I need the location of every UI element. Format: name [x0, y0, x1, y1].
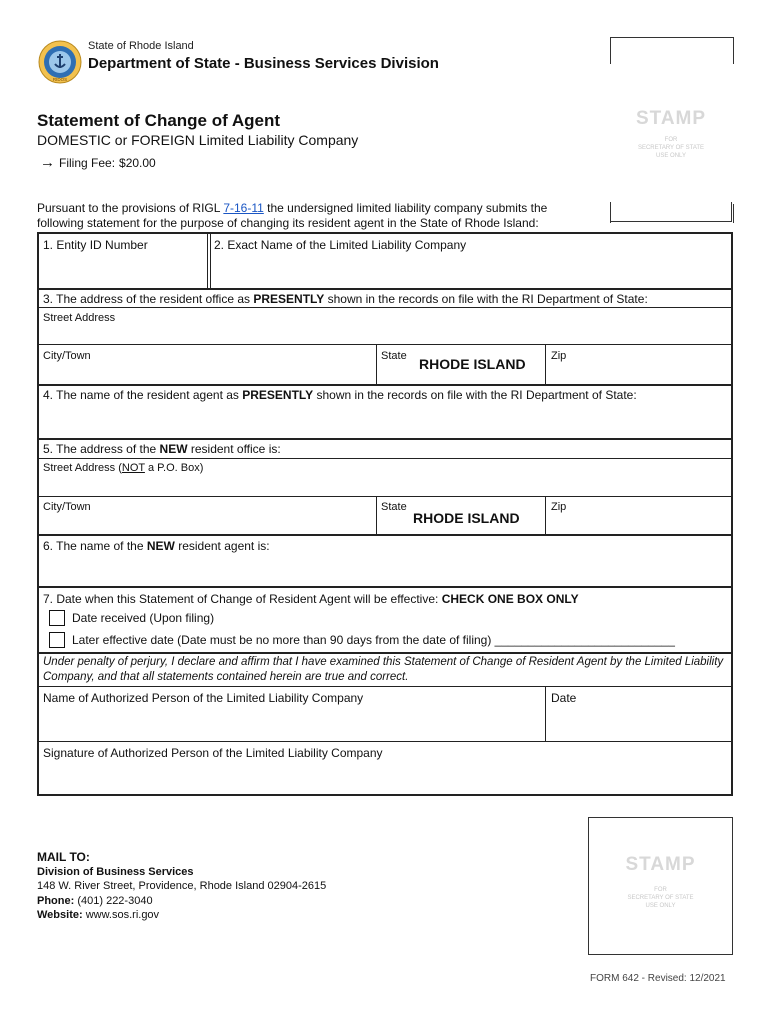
- entity-id-label: 1. Entity ID Number: [43, 238, 148, 252]
- present-office-label: 3. The address of the resident office as PRESENTLY shown in the records on file with the RI Department of State:: [43, 292, 648, 306]
- new-agent-label: 6. The name of the NEW resident agent is:: [43, 539, 270, 553]
- upon-filing-checkbox[interactable]: [49, 610, 65, 626]
- authorized-name-input[interactable]: [39, 687, 544, 741]
- present-city-label: City/Town: [43, 350, 91, 362]
- mail-phone: Phone: (401) 222-3040: [37, 894, 153, 907]
- new-street-label: Street Address (NOT a P.O. Box): [43, 462, 204, 474]
- authorized-name-label: Name of Authorized Person of the Limited Liability Company: [43, 691, 364, 705]
- signature-input[interactable]: [39, 742, 731, 794]
- stamp-note: FOR SECRETARY OF STATE USE ONLY: [637, 137, 705, 160]
- rigl-link[interactable]: 7-16-11: [223, 201, 264, 215]
- entity-id-input[interactable]: [39, 234, 206, 288]
- present-agent-input[interactable]: [39, 404, 731, 438]
- new-zip-input[interactable]: [546, 497, 731, 533]
- mail-division: Division of Business Services: [37, 865, 194, 878]
- llc-name-label: 2. Exact Name of the Limited Liability Company: [214, 238, 467, 252]
- llc-name-input[interactable]: [212, 234, 731, 288]
- present-street-label: Street Address: [43, 312, 116, 324]
- form-subtitle: DOMESTIC or FOREIGN Limited Liability Company: [37, 132, 359, 148]
- new-office-label: 5. The address of the NEW resident office is:: [43, 442, 281, 456]
- fee-amount: $20.00: [119, 155, 156, 170]
- present-agent-label: 4. The name of the resident agent as PRESENTLY shown in the records on file with the RI Department of State:: [43, 388, 637, 402]
- stamp-label: STAMP: [635, 108, 707, 129]
- signature-label: Signature of Authorized Person of the Limited Liability Company: [43, 746, 383, 760]
- present-zip-input[interactable]: [546, 345, 731, 383]
- seal-text: RIDOS: [52, 77, 68, 82]
- later-date-label: Later effective date (Date must be no more than 90 days from the date of filing) ___________________________: [72, 633, 675, 647]
- form-number: FORM 642 - Revised: 12/2021: [590, 973, 726, 984]
- new-agent-input[interactable]: [39, 554, 731, 586]
- present-zip-label: Zip: [551, 350, 567, 362]
- stamp-area-bottom: [588, 854, 733, 910]
- stamp-label-bottom: STAMP: [625, 854, 696, 875]
- mail-website: Website: www.sos.ri.gov: [37, 909, 160, 921]
- filing-fee: [40, 155, 156, 170]
- perjury-statement: Under penalty of perjury, I declare and affirm that I have examined this Statement of Change of Resident Agent by the Limited Liability Company, and that all statements contained herein are true and correct.: [43, 656, 724, 683]
- form-table: [37, 232, 733, 796]
- present-state-label: State: [381, 350, 407, 362]
- upon-filing-label: Date received (Upon filing): [72, 611, 215, 625]
- mail-address: 148 W. River Street, Providence, Rhode Island 02904-2615: [37, 880, 327, 892]
- stamp-note-bottom: FOR SECRETARY OF STATE USE ONLY: [627, 887, 694, 910]
- present-state-value: RHODE ISLAND: [419, 356, 526, 372]
- effective-date-label: 7. Date when this Statement of Change of Resident Agent will be effective: CHECK ONE BOX ONLY: [43, 592, 579, 606]
- mail-heading: MAIL TO:: [37, 850, 90, 864]
- fee-label: Filing Fee:: [59, 155, 116, 170]
- date-input[interactable]: [546, 687, 731, 741]
- date-label: Date: [551, 691, 577, 705]
- arrow-right-icon: →: [40, 154, 55, 171]
- department-title: Department of State - Business Services Division: [88, 55, 439, 72]
- state-label: State of Rhode Island: [88, 40, 194, 52]
- new-state-label: State: [381, 501, 407, 513]
- new-city-label: City/Town: [43, 501, 91, 513]
- new-state-value: RHODE ISLAND: [413, 510, 520, 526]
- state-seal-icon: [38, 40, 82, 84]
- new-street-input[interactable]: [39, 459, 731, 495]
- intro-paragraph: Pursuant to the provisions of RIGL 7-16-11 the undersigned limited liability company submits the following statement for the purpose of changing its resident agent in the State of Rhode Island:: [37, 201, 548, 230]
- later-date-checkbox[interactable]: [49, 632, 65, 648]
- form-title: Statement of Change of Agent: [37, 111, 281, 130]
- mail-to-block: [37, 850, 326, 923]
- new-zip-label: Zip: [551, 501, 567, 513]
- stamp-area-top: [610, 108, 732, 160]
- present-street-input[interactable]: [39, 308, 731, 344]
